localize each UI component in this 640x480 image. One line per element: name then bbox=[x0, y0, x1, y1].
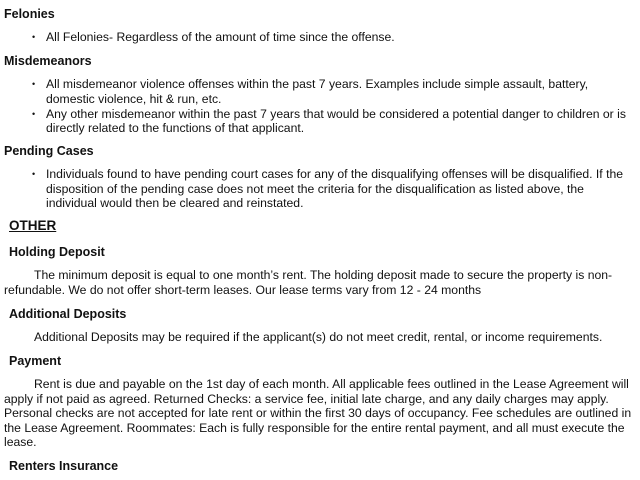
holding-deposit-text: The minimum deposit is equal to one month’s rent. The holding deposit made to secure the property is non- refundable. We do not offer short-term leases. Our lease terms vary from 12 - 24 months bbox=[4, 268, 613, 297]
payment-heading: Payment bbox=[9, 354, 62, 368]
payment-text: Rent is due and payable on the 1st day of each month. All applicable fees outlined in the Lease Agreement will apply if not paid as agreed. Returned Checks: a service fee, initial late charge, and any daily charges may apply. Personal checks are not accepted for late rent or within the first 30 days of occupancy. Fee schedules are outlined in the Lease Agreement. Roommates: Each is fully responsible for the entire rental payment, and all must execute the lease. bbox=[4, 377, 632, 449]
list-item: • All misdemeanor violence offenses within the past 7 years. Examples include simple assault, battery, domestic violence, hit & run, etc. bbox=[32, 77, 630, 106]
holding-deposit-heading: Holding Deposit bbox=[9, 245, 105, 259]
renters-insurance-heading: Renters Insurance bbox=[9, 459, 119, 473]
list-item: • Individuals found to have pending court cases for any of the disqualifying offenses will be disqualified. If the disposition of the pending case does not meet the criteria for the disqualification as listed above, the individual would then be cleared and reinstated. bbox=[32, 167, 632, 211]
pending-cases-list bbox=[32, 167, 632, 211]
misdemeanors-heading: Misdemeanors bbox=[4, 54, 92, 68]
other-heading: OTHER bbox=[9, 218, 57, 233]
pending-cases-heading: Pending Cases bbox=[4, 144, 94, 158]
list-item: • All Felonies- Regardless of the amount of time since the offense. bbox=[32, 30, 624, 45]
additional-deposits-heading: Additional Deposits bbox=[9, 307, 127, 321]
additional-deposits-text: Additional Deposits may be required if the applicant(s) do not meet credit, rental, or income requirements. bbox=[34, 330, 603, 344]
felonies-heading: Felonies bbox=[4, 7, 55, 21]
misdemeanors-list bbox=[32, 77, 630, 136]
felonies-list bbox=[32, 30, 624, 45]
list-item: • Any other misdemeanor within the past 7 years that would be considered a potential danger to children or is directly related to the functions of that applicant. bbox=[32, 107, 630, 136]
